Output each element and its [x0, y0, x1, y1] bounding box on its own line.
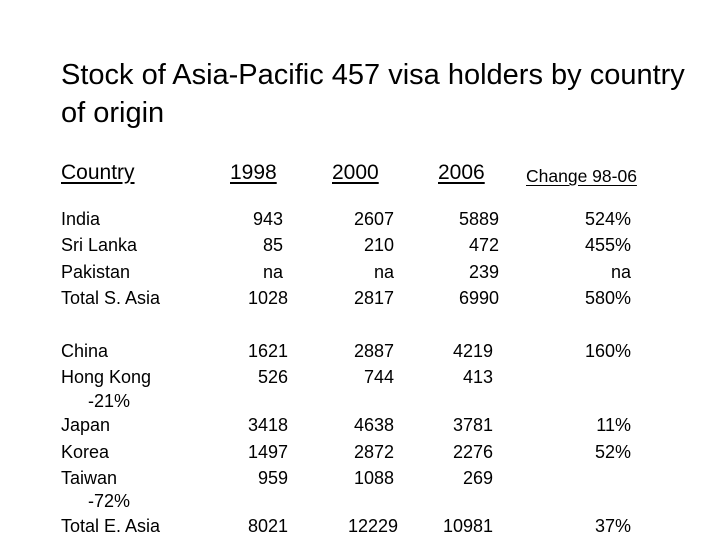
country-cell: India: [61, 209, 101, 229]
value-2006: 472: [468, 235, 499, 255]
value-1998: 1497: [247, 442, 288, 462]
header-1998: 1998: [230, 161, 277, 184]
value-change: 524%: [584, 209, 631, 229]
header-country: Country: [61, 161, 135, 184]
value-1998: 943: [252, 209, 283, 229]
value-2000: 2817: [353, 288, 394, 308]
country-cell: China: [61, 341, 109, 361]
change-note: -72%: [88, 491, 131, 511]
slide-title: Stock of Asia-Pacific 457 visa holders by country of origin: [61, 59, 685, 129]
value-change: 455%: [584, 235, 631, 255]
header-2006: 2006: [438, 161, 485, 184]
country-cell: Sri Lanka: [61, 235, 138, 255]
value-change: 37%: [594, 516, 631, 536]
value-1998: 3418: [247, 415, 288, 435]
country-cell: Pakistan: [61, 262, 131, 282]
value-2000: 210: [363, 235, 394, 255]
value-2006: 10981: [442, 516, 493, 536]
value-2006: 3781: [452, 415, 493, 435]
value-1998: 959: [257, 468, 288, 488]
value-2000: 12229: [347, 516, 398, 536]
value-2006: 4219: [452, 341, 493, 361]
value-2006: 5889: [458, 209, 499, 229]
value-1998: 8021: [247, 516, 288, 536]
value-2000: na: [373, 262, 394, 282]
change-note: -21%: [88, 391, 131, 411]
value-2006: 269: [462, 468, 493, 488]
value-change: 52%: [594, 442, 631, 462]
header-change: Change 98-06: [526, 166, 637, 186]
value-2000: 2872: [353, 442, 394, 462]
value-change: 160%: [584, 341, 631, 361]
header-2000: 2000: [332, 161, 379, 184]
value-1998: na: [262, 262, 283, 282]
value-1998: 85: [262, 235, 283, 255]
value-change: 580%: [584, 288, 631, 308]
value-2000: 1088: [353, 468, 394, 488]
value-2006: 2276: [452, 442, 493, 462]
value-2000: 2887: [353, 341, 394, 361]
value-1998: 1621: [247, 341, 288, 361]
value-change: na: [610, 262, 631, 282]
value-2000: 2607: [353, 209, 394, 229]
value-2000: 4638: [353, 415, 394, 435]
country-cell: Total S. Asia: [61, 288, 161, 308]
country-cell: Korea: [61, 442, 110, 462]
value-2000: 744: [363, 367, 394, 387]
value-2006: 239: [468, 262, 499, 282]
value-1998: 526: [257, 367, 288, 387]
value-1998: 1028: [247, 288, 288, 308]
value-2006: 6990: [458, 288, 499, 308]
value-2006: 413: [462, 367, 493, 387]
value-change: 11%: [596, 415, 631, 435]
country-cell: Total E. Asia: [61, 516, 161, 536]
country-cell: Japan: [61, 415, 111, 435]
country-cell: Taiwan: [61, 468, 118, 488]
country-cell: Hong Kong: [61, 367, 152, 387]
